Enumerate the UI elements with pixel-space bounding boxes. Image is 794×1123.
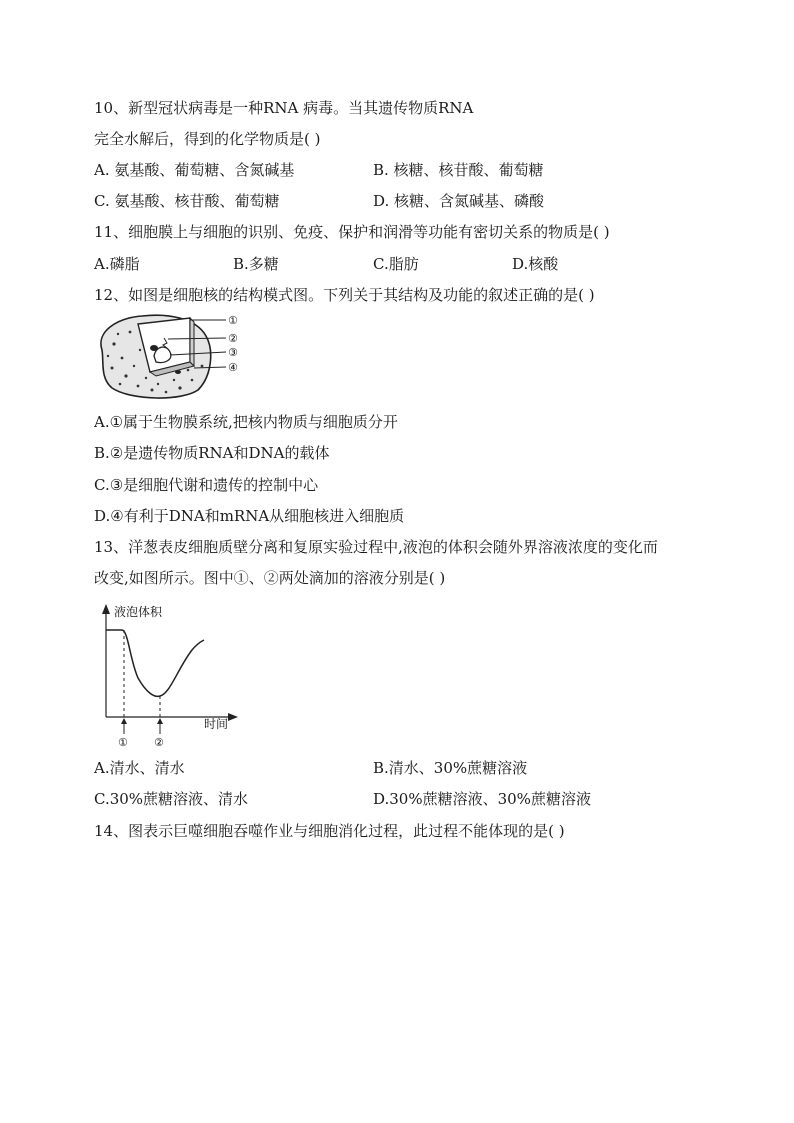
- figure-label-4: ④: [228, 361, 238, 374]
- q10-option-a: A. 氨基酸、葡萄糖、含氮碱基: [94, 161, 295, 179]
- q11-option-c: C.脂肪: [373, 255, 419, 273]
- q11-stem: 11、细胞膜上与细胞的识别、免疫、保护和润滑等功能有密切关系的物质是( ): [94, 223, 610, 241]
- q10-stem-line1: 10、新型冠状病毒是一种RNA 病毒。当其遗传物质RNA: [94, 99, 474, 117]
- q12-option-c: C.③是细胞代谢和遗传的控制中心: [94, 476, 319, 494]
- marker-1: ①: [118, 736, 128, 749]
- figure-label-3: ③: [228, 346, 238, 359]
- q13-option-d: D.30%蔗糖溶液、30%蔗糖溶液: [373, 790, 591, 808]
- q12-option-a: A.①属于生物膜系统,把核内物质与细胞质分开: [94, 413, 398, 431]
- nucleus-structure-figure: [94, 310, 244, 402]
- q13-stem-line2: 改变,如图所示。图中①、②两处滴加的溶液分别是( ): [94, 569, 446, 587]
- q12-option-d: D.④有利于DNA和mRNA从细胞核进入细胞质: [94, 507, 405, 525]
- q13-option-a: A.清水、清水: [94, 759, 185, 777]
- q14-stem: 14、图表示巨噬细胞吞噬作业与细胞消化过程，此过程不能体现的是( ): [94, 822, 565, 840]
- q11-option-d: D.核酸: [512, 255, 559, 273]
- q10-option-c: C. 氨基酸、核苷酸、葡萄糖: [94, 192, 280, 210]
- q13-option-c: C.30%蔗糖溶液、清水: [94, 790, 249, 808]
- q10-option-d: D. 核糖、含氮碱基、磷酸: [373, 192, 545, 210]
- q11-option-b: B.多糖: [233, 255, 279, 273]
- q11-option-a: A.磷脂: [94, 255, 140, 273]
- q12-option-b: B.②是遗传物质RNA和DNA的载体: [94, 444, 330, 462]
- q13-stem-line1: 13、洋葱表皮细胞质壁分离和复原实验过程中,液泡的体积会随外界溶液浓度的变化而: [94, 538, 658, 556]
- figure-label-1: ①: [228, 314, 238, 327]
- vacuole-volume-figure: [94, 600, 244, 750]
- marker-2: ②: [154, 736, 164, 749]
- q13-option-b: B.清水、30%蔗糖溶液: [373, 759, 528, 777]
- x-axis-label: 时间: [204, 717, 229, 731]
- vacuole-volume-curve: [106, 630, 204, 696]
- q10-option-b: B. 核糖、核苷酸、葡萄糖: [373, 161, 544, 179]
- q12-stem: 12、如图是细胞核的结构模式图。下列关于其结构及功能的叙述正确的是( ): [94, 286, 595, 304]
- y-axis-label: 液泡体积: [114, 605, 163, 619]
- q10-stem-line2: 完全水解后，得到的化学物质是( ): [94, 130, 321, 148]
- figure-label-2: ②: [228, 332, 238, 345]
